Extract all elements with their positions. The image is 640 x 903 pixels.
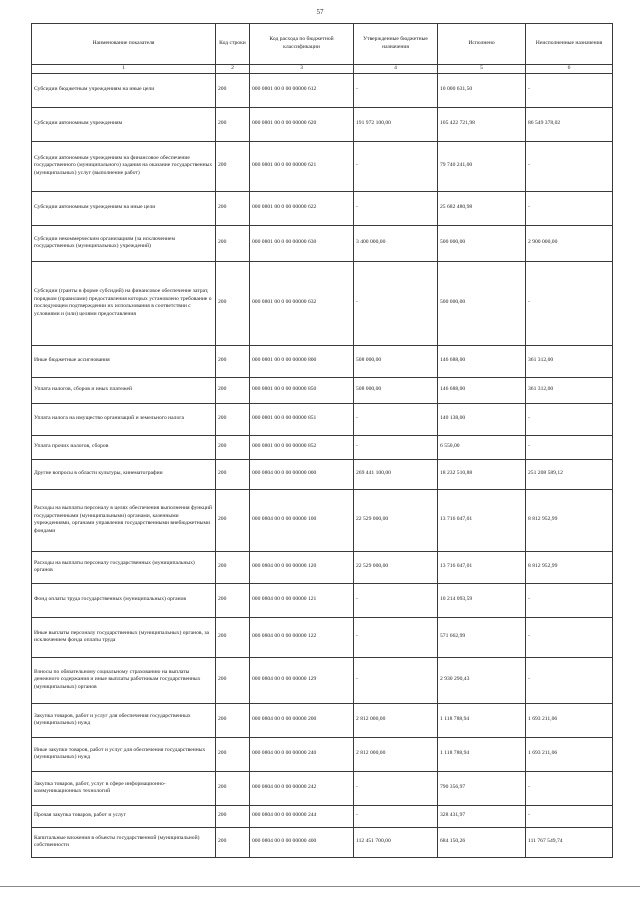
row-executed: 1 118 788,94: [438, 737, 526, 771]
row-unexecuted: 8 812 952,99: [526, 551, 613, 583]
row-expense-code: 000 0804 00 0 00 00000 120: [250, 551, 354, 583]
row-unexecuted: 1 693 211,06: [526, 703, 613, 737]
table-row: [32, 583, 613, 617]
row-expense-code: 000 0804 00 0 00 00000 121: [250, 583, 354, 617]
column-number: 4: [354, 65, 438, 74]
row-name: Субсидии автономным учреждениям: [32, 107, 216, 141]
column-number: 5: [438, 65, 526, 74]
table-row: [32, 141, 613, 191]
row-name: Прочая закупка товаров, работ и услуг: [32, 805, 216, 827]
row-expense-code: 000 0804 00 0 00 00000 400: [250, 827, 354, 857]
row-executed: 146 688,00: [438, 345, 526, 377]
row-executed: 571 662,99: [438, 617, 526, 657]
row-unexecuted: 86 549 378,02: [526, 107, 613, 141]
table-row: [32, 403, 613, 435]
row-expense-code: 000 0804 00 0 00 00000 100: [250, 489, 354, 551]
row-executed: 500 000,00: [438, 225, 526, 261]
row-approved: -: [354, 403, 438, 435]
row-approved: -: [354, 583, 438, 617]
row-expense-code: 000 0804 00 0 00 00000 129: [250, 657, 354, 703]
header-executed: Исполнено: [438, 24, 526, 65]
table-row: [32, 551, 613, 583]
row-approved: 269 441 100,00: [354, 459, 438, 489]
row-name: Субсидии автономным учреждениям на иные цели: [32, 191, 216, 225]
budget-execution-table: [31, 23, 613, 858]
row-name: Уплата налога на имущество организаций и земельного налога: [32, 403, 216, 435]
row-name: Взносы по обязательному социальному страхованию на выплаты денежного содержания и иные выплаты работникам государственных (муниципальных) органов: [32, 657, 216, 703]
table-row: [32, 73, 613, 107]
table-row: [32, 737, 613, 771]
row-executed: 25 682 480,98: [438, 191, 526, 225]
row-unexecuted: 361 312,00: [526, 377, 613, 403]
table-row: [32, 107, 613, 141]
table-row: [32, 459, 613, 489]
row-unexecuted: -: [526, 771, 613, 805]
row-expense-code: 000 0804 00 0 00 00000 000: [250, 459, 354, 489]
row-line-code: 200: [216, 435, 250, 459]
row-expense-code: 000 0801 00 0 00 00000 630: [250, 225, 354, 261]
table-row: [32, 435, 613, 459]
table-row: [32, 261, 613, 345]
row-approved: -: [354, 73, 438, 107]
header-approved: Утвержденные бюджетные назначения: [354, 24, 438, 65]
row-executed: 6 550,00: [438, 435, 526, 459]
row-line-code: 200: [216, 827, 250, 857]
row-approved: -: [354, 261, 438, 345]
row-executed: 140 138,00: [438, 403, 526, 435]
row-expense-code: 000 0804 00 0 00 00000 240: [250, 737, 354, 771]
row-executed: 10 000 631,50: [438, 73, 526, 107]
row-executed: 328 431,97: [438, 805, 526, 827]
row-line-code: 200: [216, 657, 250, 703]
row-name: Уплата налогов, сборов и иных платежей: [32, 377, 216, 403]
row-approved: 508 000,00: [354, 345, 438, 377]
row-executed: 13 716 047,01: [438, 551, 526, 583]
row-approved: -: [354, 771, 438, 805]
column-number: 6: [526, 65, 613, 74]
row-line-code: 200: [216, 403, 250, 435]
row-approved: -: [354, 657, 438, 703]
row-executed: 500 000,00: [438, 261, 526, 345]
table-row: [32, 827, 613, 857]
row-executed: 18 232 510,88: [438, 459, 526, 489]
row-line-code: 200: [216, 141, 250, 191]
row-line-code: 200: [216, 583, 250, 617]
row-unexecuted: -: [526, 617, 613, 657]
row-executed: 79 740 241,00: [438, 141, 526, 191]
row-unexecuted: 1 693 211,06: [526, 737, 613, 771]
row-line-code: 200: [216, 377, 250, 403]
row-unexecuted: 8 812 952,99: [526, 489, 613, 551]
row-unexecuted: 111 767 549,74: [526, 827, 613, 857]
row-expense-code: 000 0801 00 0 00 00000 632: [250, 261, 354, 345]
row-expense-code: 000 0804 00 0 00 00000 200: [250, 703, 354, 737]
row-unexecuted: -: [526, 73, 613, 107]
row-name: Иные закупки товаров, работ и услуг для обеспечения государственных (муниципальных) нужд: [32, 737, 216, 771]
row-line-code: 200: [216, 459, 250, 489]
header-indicator-name: Наименование показателя: [32, 24, 216, 65]
row-name: Закупка товаров, работ, услуг в сфере информационно-коммуникационных технологий: [32, 771, 216, 805]
row-expense-code: 000 0804 00 0 00 00000 244: [250, 805, 354, 827]
row-name: Иные выплаты персоналу государственных (муниципальных) органов, за исключением фонда оплаты труда: [32, 617, 216, 657]
row-line-code: 200: [216, 489, 250, 551]
row-expense-code: 000 0801 00 0 00 00000 800: [250, 345, 354, 377]
table-row: [32, 617, 613, 657]
row-approved: 112 451 700,00: [354, 827, 438, 857]
row-line-code: 200: [216, 345, 250, 377]
row-executed: 1 118 788,94: [438, 703, 526, 737]
row-line-code: 200: [216, 805, 250, 827]
row-line-code: 200: [216, 703, 250, 737]
row-unexecuted: -: [526, 657, 613, 703]
row-unexecuted: 2 900 000,00: [526, 225, 613, 261]
column-number: 2: [216, 65, 250, 74]
row-line-code: 200: [216, 771, 250, 805]
row-unexecuted: 361 312,00: [526, 345, 613, 377]
row-unexecuted: 251 208 589,12: [526, 459, 613, 489]
row-expense-code: 000 0804 00 0 00 00000 242: [250, 771, 354, 805]
row-expense-code: 000 0804 00 0 00 00000 122: [250, 617, 354, 657]
row-name: Капитальные вложения в объекты государственной (муниципальной) собственности: [32, 827, 216, 857]
row-line-code: 200: [216, 617, 250, 657]
row-expense-code: 000 0801 00 0 00 00000 851: [250, 403, 354, 435]
row-unexecuted: -: [526, 435, 613, 459]
row-executed: 146 688,00: [438, 377, 526, 403]
row-approved: 191 972 100,00: [354, 107, 438, 141]
table-row: [32, 191, 613, 225]
row-name: Закупка товаров, работ и услуг для обеспечения государственных (муниципальных) нужд: [32, 703, 216, 737]
header-unexecuted: Неисполненные назначения: [526, 24, 613, 65]
row-approved: 508 000,00: [354, 377, 438, 403]
row-name: Другие вопросы в области культуры, кинематографии: [32, 459, 216, 489]
row-name: Субсидии (гранты в форме субсидий) на финансовое обеспечение затрат, порядком (правилами) предоставления которых установлено требование о последующем подтверждении их использования в соответствии с условиями и (или) целями предоставления: [32, 261, 216, 345]
row-executed: 10 214 093,59: [438, 583, 526, 617]
row-line-code: 200: [216, 107, 250, 141]
row-executed: 13 716 047,01: [438, 489, 526, 551]
row-approved: 3 400 000,00: [354, 225, 438, 261]
row-line-code: 200: [216, 261, 250, 345]
row-approved: -: [354, 805, 438, 827]
row-unexecuted: -: [526, 805, 613, 827]
table-row: [32, 703, 613, 737]
row-executed: 684 150,26: [438, 827, 526, 857]
row-line-code: 200: [216, 737, 250, 771]
table-row: [32, 657, 613, 703]
table-header-row: [32, 24, 613, 65]
row-name: Расходы на выплаты персоналу в целях обеспечения выполнения функций государственными (муниципальными) органами, казенными учреждениями, органами управления государственными внебюджетными фондами: [32, 489, 216, 551]
row-approved: 2 812 000,00: [354, 703, 438, 737]
row-line-code: 200: [216, 225, 250, 261]
row-name: Фонд оплаты труда государственных (муниципальных) органов: [32, 583, 216, 617]
row-expense-code: 000 0801 00 0 00 00000 621: [250, 141, 354, 191]
row-line-code: 200: [216, 551, 250, 583]
row-expense-code: 000 0801 00 0 00 00000 852: [250, 435, 354, 459]
row-name: Субсидии некоммерческим организациям (за исключением государственных (муниципальных) учреждений): [32, 225, 216, 261]
row-unexecuted: -: [526, 403, 613, 435]
row-expense-code: 000 0801 00 0 00 00000 612: [250, 73, 354, 107]
column-number: 3: [250, 65, 354, 74]
row-executed: 790 356,97: [438, 771, 526, 805]
page-bottom-rule: [0, 886, 640, 887]
table-row: [32, 489, 613, 551]
row-executed: 105 422 721,98: [438, 107, 526, 141]
row-unexecuted: -: [526, 141, 613, 191]
row-name: Субсидии бюджетным учреждениям на иные цели: [32, 73, 216, 107]
row-approved: -: [354, 435, 438, 459]
row-line-code: 200: [216, 73, 250, 107]
row-expense-code: 000 0801 00 0 00 00000 620: [250, 107, 354, 141]
table-row: [32, 345, 613, 377]
row-name: Субсидии автономным учреждениям на финансовое обеспечение государственного (муниципального) задания на оказание государственных (муниципальных) услуг (выполнение работ): [32, 141, 216, 191]
header-line-code: Код строки: [216, 24, 250, 65]
row-approved: 2 812 000,00: [354, 737, 438, 771]
row-approved: 22 529 000,00: [354, 551, 438, 583]
column-number-row: [32, 65, 613, 74]
table-row: [32, 771, 613, 805]
row-unexecuted: -: [526, 261, 613, 345]
table-row: [32, 377, 613, 403]
page-number: 57: [316, 8, 324, 16]
row-approved: -: [354, 141, 438, 191]
column-number: 1: [32, 65, 216, 74]
row-name: Иные бюджетные ассигнования: [32, 345, 216, 377]
header-expense-code: Код расхода по бюджетной классификации: [250, 24, 354, 65]
row-approved: -: [354, 617, 438, 657]
row-name: Расходы на выплаты персоналу государственных (муниципальных) органов: [32, 551, 216, 583]
row-expense-code: 000 0801 00 0 00 00000 850: [250, 377, 354, 403]
row-expense-code: 000 0801 00 0 00 00000 622: [250, 191, 354, 225]
row-name: Уплата прочих налогов, сборов: [32, 435, 216, 459]
row-unexecuted: -: [526, 583, 613, 617]
table-row: [32, 225, 613, 261]
row-unexecuted: -: [526, 191, 613, 225]
row-approved: 22 529 000,00: [354, 489, 438, 551]
row-approved: -: [354, 191, 438, 225]
row-executed: 2 930 290,43: [438, 657, 526, 703]
row-line-code: 200: [216, 191, 250, 225]
table-row: [32, 805, 613, 827]
